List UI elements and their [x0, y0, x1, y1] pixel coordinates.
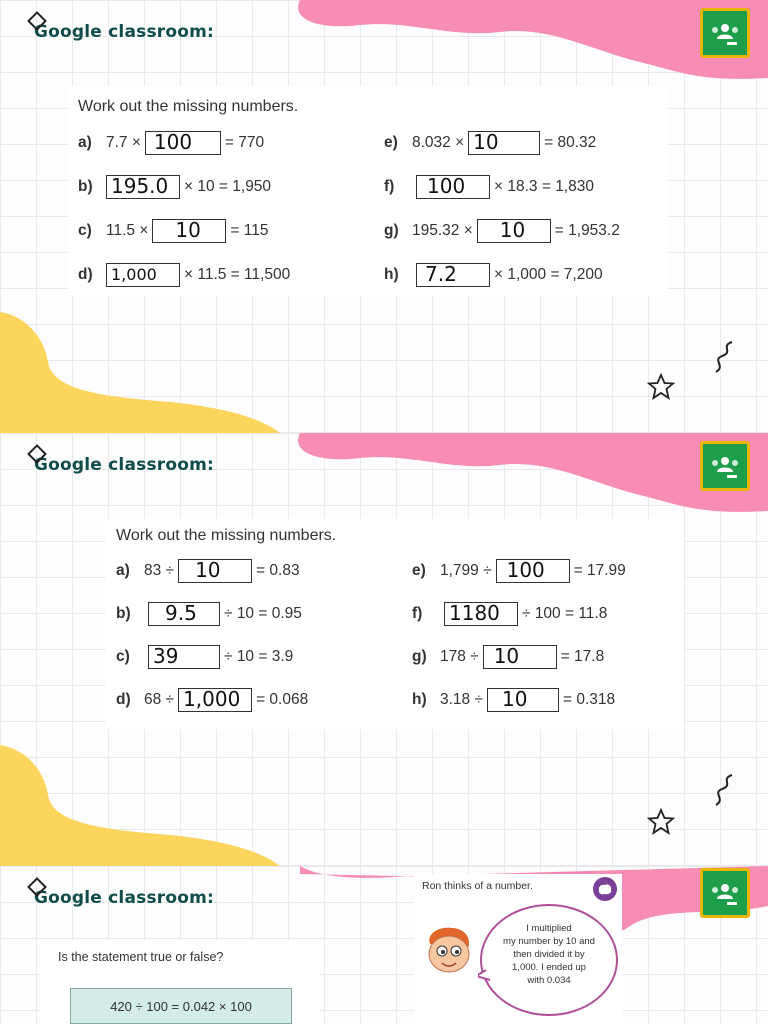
answer-box[interactable]: 10	[152, 219, 226, 243]
ron-panel	[414, 874, 622, 1024]
answer-box[interactable]: 10	[468, 131, 540, 155]
answer-box[interactable]: 1180	[444, 602, 518, 626]
squiggle-icon	[706, 771, 740, 809]
yellow-blob-bottom	[0, 745, 280, 866]
question-d: d) 68 ÷ 1,000 = 0.068	[116, 687, 309, 711]
speech-text: I multiplied my number by 10 and then divided it by 1,000. I ended up with 0.034	[503, 923, 595, 986]
equation-text: 420 ÷ 100 = 0.042 × 100	[110, 998, 252, 1014]
ron-title: Ron thinks of a number.	[422, 880, 533, 892]
statement-panel	[40, 940, 320, 1024]
slide-3	[0, 866, 768, 1024]
answer-box[interactable]: 100	[496, 559, 570, 583]
yellow-blob-bottom	[0, 312, 280, 433]
answer-box[interactable]: 100	[145, 131, 221, 155]
question-h: h) 3.18 ÷ 10 = 0.318	[412, 687, 616, 711]
answer-box[interactable]: 10	[178, 559, 252, 583]
panel-title: Work out the missing numbers.	[78, 98, 299, 115]
question-b: b) 195.0 × 10 = 1,950	[78, 174, 272, 198]
question-d: d) 1,000 × 11.5 = 11,500	[78, 263, 290, 287]
squiggle-icon	[706, 338, 740, 376]
header-title: Google classroom:	[34, 888, 214, 908]
answer-box[interactable]: 10	[477, 219, 551, 243]
question-h: h) 7.2 × 1,000 = 7,200	[384, 262, 603, 286]
pink-blob-top	[290, 0, 768, 82]
question-a: a) 7.7 × 100 = 770	[78, 130, 265, 154]
question-c: c) 11.5 × 10 = 115	[78, 218, 269, 242]
statement-prompt: Is the statement true or false?	[58, 950, 224, 964]
question-c: c) 39 ÷ 10 = 3.9	[116, 644, 294, 668]
google-classroom-icon[interactable]	[700, 8, 750, 58]
answer-box[interactable]: 10	[487, 688, 559, 712]
pink-blob-top	[290, 433, 768, 515]
question-a: a) 83 ÷ 10 = 0.83	[116, 558, 300, 582]
brain-icon	[592, 876, 618, 902]
slide-2	[0, 433, 768, 866]
star-icon	[646, 807, 676, 837]
question-f: f) 1180 ÷ 100 = 11.8	[412, 601, 608, 625]
google-classroom-icon[interactable]	[700, 868, 750, 918]
header-title: Google classroom:	[34, 22, 214, 42]
question-g: g) 178 ÷ 10 = 17.8	[412, 644, 605, 668]
question-e: e) 8.032 × 10 = 80.32	[384, 130, 597, 154]
question-e: e) 1,799 ÷ 100 = 17.99	[412, 558, 626, 582]
equation-box	[70, 988, 292, 1024]
answer-box[interactable]: 1,000	[178, 688, 252, 712]
answer-box[interactable]: 39	[148, 645, 220, 669]
answer-box[interactable]: 1,000	[106, 263, 180, 287]
question-b: b) 9.5 ÷ 10 = 0.95	[116, 601, 302, 625]
answer-box[interactable]: 195.0	[106, 175, 180, 199]
ron-avatar	[420, 924, 478, 978]
panel-title: Work out the missing numbers.	[116, 527, 337, 544]
answer-box[interactable]: 9.5	[148, 602, 220, 626]
star-icon	[646, 372, 676, 402]
answer-box[interactable]: 100	[416, 175, 490, 199]
question-f: f) 100 × 18.3 = 1,830	[384, 174, 594, 198]
slide-1	[0, 0, 768, 433]
google-classroom-icon[interactable]	[700, 441, 750, 491]
header-title: Google classroom:	[34, 455, 214, 475]
answer-box[interactable]: 10	[483, 645, 557, 669]
question-g: g) 195.32 × 10 = 1,953.2	[384, 218, 620, 242]
answer-box[interactable]: 7.2	[416, 263, 490, 287]
